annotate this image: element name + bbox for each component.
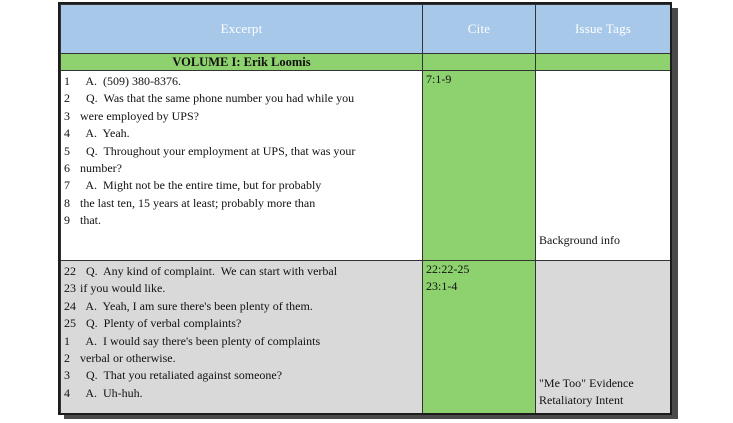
- transcript-line: [61, 160, 422, 177]
- volume-tags-cell: [536, 54, 671, 71]
- line-number: 2: [64, 350, 70, 365]
- transcript-line: [61, 108, 422, 125]
- line-number: 23: [64, 281, 76, 296]
- line-text: Q. Was that the same phone number you had while you: [80, 91, 355, 106]
- transcript-lines: [61, 71, 422, 230]
- table-row: [61, 71, 671, 261]
- header-excerpt: Excerpt: [61, 5, 423, 54]
- line-text: Q. Any kind of complaint. We can start with verbal: [80, 264, 338, 278]
- line-number: 3: [64, 368, 70, 383]
- line-text: Q. That you retaliated against someone?: [80, 368, 283, 383]
- cite-list: [423, 261, 535, 295]
- line-text: A. I would say there's been plenty of complaints: [80, 333, 321, 348]
- cite-list: [423, 71, 535, 88]
- transcript-line: [61, 263, 422, 280]
- excerpt-cell: [61, 261, 423, 416]
- transcript-line: [61, 385, 422, 402]
- transcript-line: [61, 333, 422, 350]
- transcript-line: [61, 367, 422, 384]
- transcript-lines: [61, 261, 422, 402]
- cite-cell: [423, 261, 536, 416]
- line-number: 25: [64, 316, 76, 331]
- line-number: 3: [64, 108, 70, 123]
- issue-tags-cell: [536, 261, 671, 416]
- line-number: 4: [64, 385, 70, 400]
- line-text: were employed by UPS?: [80, 108, 199, 123]
- line-text: the last ten, 15 years at least; probably more than: [80, 195, 316, 210]
- header-issue-tags: Issue Tags: [536, 5, 671, 54]
- line-number: 8: [64, 195, 70, 210]
- cite-entry: 23:1-4: [426, 279, 458, 293]
- transcript-line: [61, 350, 422, 367]
- line-text: A. (509) 380-8376.: [80, 74, 181, 88]
- deposition-excerpt-frame: [58, 2, 672, 415]
- issue-tag: "Me Too" Evidence: [539, 376, 634, 390]
- line-text: that.: [80, 213, 101, 228]
- line-text: A. Uh-huh.: [80, 385, 143, 400]
- issue-tag: Background info: [539, 233, 620, 247]
- line-number: 9: [64, 213, 70, 228]
- cite-entry: 7:1-9: [426, 72, 452, 86]
- line-number: 6: [64, 160, 70, 175]
- transcript-line: [61, 143, 422, 160]
- transcript-line: [61, 315, 422, 332]
- line-number: 24: [64, 298, 76, 313]
- transcript-line: [61, 90, 422, 107]
- cite-entry: 22:22-25: [426, 262, 470, 276]
- transcript-line: [61, 280, 422, 297]
- line-text: Q. Plenty of verbal complaints?: [80, 316, 242, 331]
- volume-cite-cell: [423, 54, 536, 71]
- line-number: 22: [64, 264, 76, 278]
- table-row: [61, 261, 671, 416]
- volume-title: VOLUME I: Erik Loomis: [61, 54, 423, 71]
- line-text: if you would like.: [80, 281, 166, 296]
- issue-tag: Retaliatory Intent: [539, 393, 624, 407]
- line-text: Q. Throughout your employment at UPS, that was your: [80, 143, 356, 158]
- transcript-line: [61, 177, 422, 194]
- line-text: A. Yeah, I am sure there's been plenty of them.: [80, 298, 313, 313]
- line-number: 1: [64, 333, 70, 348]
- cite-cell: [423, 71, 536, 261]
- line-text: A. Yeah.: [80, 126, 130, 141]
- line-text: verbal or otherwise.: [80, 350, 176, 365]
- excerpt-table: [60, 4, 671, 415]
- transcript-line: [61, 195, 422, 212]
- line-text: number?: [80, 160, 122, 175]
- line-text: A. Might not be the entire time, but for probably: [80, 178, 322, 193]
- line-number: 4: [64, 126, 70, 141]
- transcript-line: [61, 298, 422, 315]
- issue-tags-cell: [536, 71, 671, 261]
- line-number: 5: [64, 143, 70, 158]
- header-cite: Cite: [423, 5, 536, 54]
- line-number: 1: [64, 74, 70, 88]
- transcript-line: [61, 73, 422, 90]
- volume-row: [61, 54, 671, 71]
- transcript-line: [61, 212, 422, 229]
- line-number: 2: [64, 91, 70, 106]
- excerpt-cell: [61, 71, 423, 261]
- transcript-line: [61, 125, 422, 142]
- line-number: 7: [64, 178, 70, 193]
- header-row: [61, 5, 671, 54]
